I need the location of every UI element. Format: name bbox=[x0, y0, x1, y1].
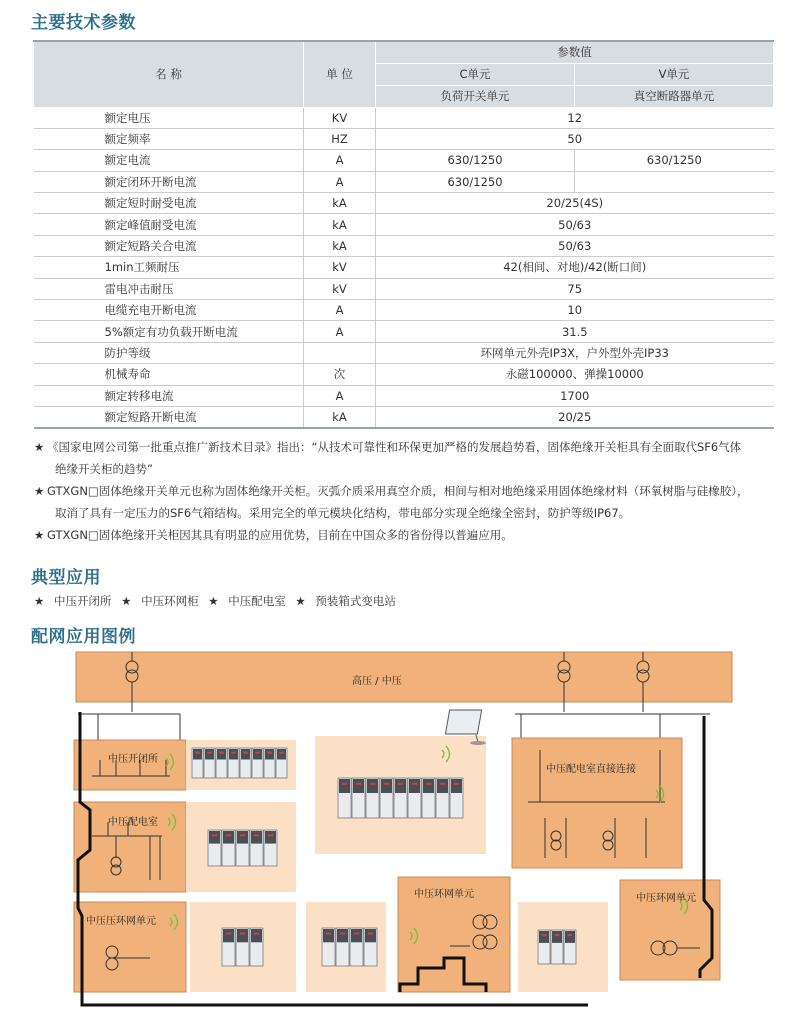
param-value-v: 630/1250 bbox=[575, 150, 774, 171]
param-unit: kA bbox=[304, 193, 376, 214]
cabinet-panel bbox=[451, 779, 462, 793]
param-value: 环网单元外壳IP3X，户外型外壳IP33 bbox=[376, 342, 774, 363]
cabinet-indicator bbox=[240, 834, 245, 836]
table-row bbox=[34, 385, 774, 406]
param-name: 额定转移电流 bbox=[34, 385, 304, 406]
param-value: 20/25 bbox=[376, 406, 774, 427]
cabinet-indicator bbox=[207, 752, 211, 754]
cabinet-panel bbox=[237, 929, 248, 942]
table-row bbox=[34, 406, 774, 427]
cabinet-indicator bbox=[267, 752, 271, 754]
cabinet-indicator bbox=[555, 934, 560, 936]
diagram-canvas bbox=[0, 640, 804, 1016]
param-value: 50/63 bbox=[376, 214, 774, 235]
table-row bbox=[34, 150, 774, 171]
param-name: 额定电压 bbox=[34, 107, 304, 128]
typical-title: 典型应用 bbox=[31, 568, 101, 588]
app-item: 中压配电室 bbox=[228, 594, 286, 608]
ring-unit-left-label: 中压压环网单元 bbox=[86, 916, 156, 927]
param-value: 永磁100000、弹操10000 bbox=[376, 364, 774, 385]
cabinet-panel bbox=[395, 779, 406, 793]
hv-block bbox=[76, 652, 732, 702]
cabinet-panel bbox=[337, 929, 348, 942]
table-row bbox=[34, 300, 774, 321]
cabinet-indicator bbox=[398, 783, 403, 785]
star-icon: ★ bbox=[34, 594, 45, 608]
cabinet-indicator bbox=[412, 783, 417, 785]
note-2 bbox=[34, 480, 779, 524]
param-value: 50/63 bbox=[376, 235, 774, 256]
note-3-line1: GTXGN□固体绝缘开关柜因其具有明显的应用优势，目前在中国众多的省份得以普遍应用。 bbox=[47, 528, 513, 542]
cabinet-panel bbox=[277, 749, 286, 760]
ring-unit-mid-label: 中压环网单元 bbox=[414, 889, 474, 900]
app-item: 预装箱式变电站 bbox=[315, 594, 396, 608]
cabinet-panel bbox=[265, 831, 276, 844]
cabinet-indicator bbox=[219, 752, 223, 754]
cabinet-indicator bbox=[212, 834, 217, 836]
switching-station-block bbox=[74, 740, 186, 790]
cabinet-panel bbox=[437, 779, 448, 793]
param-value: 42(相间、对地)/42(断口间) bbox=[376, 257, 774, 278]
param-value: 10 bbox=[376, 300, 774, 321]
cabinet-panel bbox=[339, 779, 350, 793]
param-unit: HZ bbox=[304, 128, 376, 149]
cabinet-panel bbox=[205, 749, 214, 760]
cabinet-panel bbox=[552, 931, 562, 943]
cabinet-indicator bbox=[195, 752, 199, 754]
param-name: 额定短路关合电流 bbox=[34, 235, 304, 256]
param-unit: KV bbox=[304, 107, 376, 128]
header-v-sub: 真空断路器单元 bbox=[575, 85, 774, 107]
cabinet-indicator bbox=[279, 752, 283, 754]
cabinet-panel bbox=[381, 779, 392, 793]
param-name: 额定短时耐受电流 bbox=[34, 193, 304, 214]
param-name: 额定电流 bbox=[34, 150, 304, 171]
header-c-sub: 负荷开关单元 bbox=[376, 85, 575, 107]
param-name: 电缆充电开断电流 bbox=[34, 300, 304, 321]
cabinet-indicator bbox=[568, 934, 573, 936]
note-2-line2: 取消了具有一定压力的SF6气箱结构。采用完全的单元模块化结构，带电部分实现全绝缘全密封，防护等级IP67。 bbox=[55, 506, 631, 520]
param-name: 雷电冲击耐压 bbox=[34, 278, 304, 299]
cabinet-indicator bbox=[370, 783, 375, 785]
header-unit: 单 位 bbox=[304, 41, 376, 107]
cabinet-panel bbox=[323, 929, 334, 942]
cabinet-panel bbox=[237, 831, 248, 844]
param-value-c: 630/1250 bbox=[376, 150, 575, 171]
table-row bbox=[34, 193, 774, 214]
star-icon: ★ bbox=[295, 594, 306, 608]
cabinet-panel bbox=[241, 749, 250, 760]
cabinet-indicator bbox=[226, 834, 231, 836]
table-row bbox=[34, 342, 774, 363]
table-row bbox=[34, 128, 774, 149]
cabinet-panel bbox=[209, 831, 220, 844]
direct-connect-block bbox=[512, 738, 682, 868]
ring-unit-right-label: 中压环网单元 bbox=[636, 893, 696, 904]
param-name: 额定闭环开断电流 bbox=[34, 171, 304, 192]
param-unit: kA bbox=[304, 406, 376, 427]
cabinet-panel bbox=[253, 749, 262, 760]
param-name: 5%额定有功负载开断电流 bbox=[34, 321, 304, 342]
param-value: 12 bbox=[376, 107, 774, 128]
cabinet-indicator bbox=[243, 752, 247, 754]
cabinet-indicator bbox=[240, 933, 245, 935]
notes bbox=[34, 436, 779, 546]
param-name: 额定短路开断电流 bbox=[34, 406, 304, 427]
cabinet-indicator bbox=[368, 933, 373, 935]
cabinet-indicator bbox=[340, 933, 345, 935]
direct-connect-label: 中压配电室直接连接 bbox=[546, 764, 636, 775]
cabinet-panel bbox=[409, 779, 420, 793]
note-1 bbox=[34, 436, 779, 480]
table-row bbox=[34, 278, 774, 299]
param-value: 50 bbox=[376, 128, 774, 149]
distribution-room-label: 中压配电室 bbox=[108, 817, 158, 828]
note-1-line2: 绝缘开关柜的趋势” bbox=[55, 462, 153, 476]
params-title: 主要技术参数 bbox=[31, 13, 136, 33]
cabinet-panel bbox=[423, 779, 434, 793]
table-row bbox=[34, 321, 774, 342]
header-c-unit: C单元 bbox=[376, 63, 575, 85]
param-unit: A bbox=[304, 385, 376, 406]
param-value: 31.5 bbox=[376, 321, 774, 342]
cabinet-indicator bbox=[354, 933, 359, 935]
cabinet-indicator bbox=[255, 752, 259, 754]
cabinet-indicator bbox=[342, 783, 347, 785]
cabinet-panel bbox=[229, 749, 238, 760]
applications-list bbox=[34, 593, 402, 609]
cabinet-panel bbox=[353, 779, 364, 793]
diagram-title: 配网应用图例 bbox=[31, 627, 136, 647]
cabinet-indicator bbox=[356, 783, 361, 785]
cabinet-indicator bbox=[440, 783, 445, 785]
table-row bbox=[34, 214, 774, 235]
cabinet-panel bbox=[223, 831, 234, 844]
param-value: 75 bbox=[376, 278, 774, 299]
param-unit: A bbox=[304, 321, 376, 342]
param-name: 额定峰值耐受电流 bbox=[34, 214, 304, 235]
parameter-table bbox=[33, 40, 774, 429]
note-1-line1: 《国家电网公司第一批重点推广新技术目录》指出：“从技术可靠性和环保更加严格的发展趋势看，固体绝缘开关柜具有全面取代SF6气体 bbox=[47, 440, 742, 454]
param-unit: kA bbox=[304, 235, 376, 256]
cabinet-panel bbox=[217, 749, 226, 760]
app-item: 中压环网柜 bbox=[141, 594, 199, 608]
star-icon: ★ bbox=[34, 528, 45, 542]
param-value: 20/25(4S) bbox=[376, 193, 774, 214]
param-unit: A bbox=[304, 150, 376, 171]
cabinet-panel bbox=[251, 929, 262, 942]
header-name: 名 称 bbox=[34, 41, 304, 107]
cabinet-panel bbox=[223, 929, 234, 942]
param-unit bbox=[304, 342, 376, 363]
param-value-v bbox=[575, 171, 774, 192]
table-row bbox=[34, 235, 774, 256]
cabinet-indicator bbox=[542, 934, 547, 936]
param-unit: kA bbox=[304, 214, 376, 235]
star-icon: ★ bbox=[208, 594, 219, 608]
switching-station-label: 中压开闭所 bbox=[108, 754, 158, 765]
cabinet-indicator bbox=[254, 933, 259, 935]
cabinet-panel bbox=[265, 749, 274, 760]
note-3 bbox=[34, 524, 779, 546]
cabinet-indicator bbox=[226, 933, 231, 935]
param-name: 1min工频耐压 bbox=[34, 257, 304, 278]
distribution-diagram bbox=[0, 640, 804, 1016]
cabinet-panel bbox=[539, 931, 549, 943]
param-name: 机械寿命 bbox=[34, 364, 304, 385]
star-icon: ★ bbox=[34, 440, 45, 454]
star-icon: ★ bbox=[34, 484, 45, 498]
cabinet-indicator bbox=[231, 752, 235, 754]
cabinet-panel bbox=[193, 749, 202, 760]
cabinet-panel bbox=[351, 929, 362, 942]
cabinet-indicator bbox=[268, 834, 273, 836]
table-row bbox=[34, 171, 774, 192]
cabinet-indicator bbox=[326, 933, 331, 935]
cabinet-indicator bbox=[426, 783, 431, 785]
cabinet-indicator bbox=[254, 834, 259, 836]
app-item: 中压开闭所 bbox=[53, 594, 112, 608]
param-unit: kV bbox=[304, 278, 376, 299]
cabinet-panel bbox=[565, 931, 575, 943]
header-v-unit: V单元 bbox=[575, 63, 774, 85]
param-unit: kV bbox=[304, 257, 376, 278]
param-name: 额定频率 bbox=[34, 128, 304, 149]
table-row bbox=[34, 257, 774, 278]
param-value-c: 630/1250 bbox=[376, 171, 575, 192]
cabinet-panel bbox=[367, 779, 378, 793]
note-2-line1: GTXGN□固体绝缘开关单元也称为固体绝缘开关柜。灭弧介质采用真空介质，相间与相对地绝缘采用固体绝缘材料（环氧树脂与硅橡胶）， bbox=[47, 484, 749, 498]
param-unit: 次 bbox=[304, 364, 376, 385]
param-name: 防护等级 bbox=[34, 342, 304, 363]
cabinet-indicator bbox=[454, 783, 459, 785]
hv-label: 高压 / 中压 bbox=[352, 676, 402, 687]
param-value: 1700 bbox=[376, 385, 774, 406]
table-row bbox=[34, 107, 774, 128]
table-row bbox=[34, 364, 774, 385]
header-values: 参数值 bbox=[376, 41, 774, 63]
star-icon: ★ bbox=[121, 594, 132, 608]
cabinet-panel bbox=[251, 831, 262, 844]
cabinet-panel bbox=[365, 929, 376, 942]
cabinet-indicator bbox=[384, 783, 389, 785]
param-unit: A bbox=[304, 300, 376, 321]
param-unit: A bbox=[304, 171, 376, 192]
